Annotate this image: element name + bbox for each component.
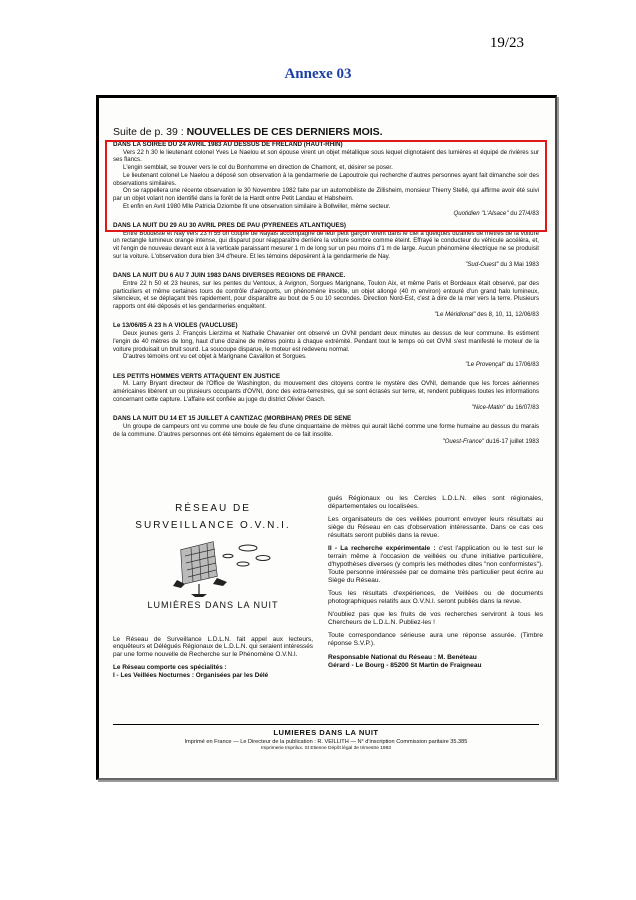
- article-paragraph: Vers 22 h 30 le lieutenant colonel Yves Le Naelou et son épouse virent un objet métallique sous lequel clignotaient des lumières et équipé de rivières sur ses flancs.: [113, 148, 539, 164]
- source-date: des 8, 10, 11, 12/06/83: [477, 310, 539, 318]
- source-name: "Nice-Matin": [471, 403, 506, 411]
- heading-main: NOUVELLES DE CES DERNIERS MOIS.: [186, 126, 383, 138]
- logo-title-line1: RÉSEAU DE: [175, 503, 251, 514]
- source-name: "Le Méridional": [434, 310, 476, 318]
- recherche-text: c'est l'application ou le test sur le terrain même à l'occasion de veillées ou d'une initiative particulière, d'hypothèses diverses (y compris les méthodes dites "non conformistes"). Toute personne intéressée par ce domaine très particulier peut écrire au Siège du Réseau.: [328, 545, 544, 584]
- article-heading: DANS LA SOIREE DU 24 AVRIL 1983 AU DESSUS DE FRELAND (HAUT-RHIN): [113, 141, 343, 148]
- source-name: "Sud-Ouest": [465, 260, 499, 268]
- right-column: [328, 495, 543, 670]
- recherche-label: II - La recherche expérimentale :: [328, 545, 436, 552]
- article-paragraph: Entre Boudeste et Nay vers 23 h 55 un couple de Nayais accompagné de leur petit garçon virent dans le ciel à quelques dizaines de mètres de la voiture un rectangle lumineux orange intense, qui disparut pour réapparaître derrière la voiture sombre comme éteint. Effrayé le conducteur du véhicule accéléra, et, vit l'engin de nouveau devant eux à la verticale paraissant mesurer 1 m de long sur un peu moins d'1 m de large. Aucun phénomène électrique ne se produisit sur la voiture. L'observation dura bien 3/4 d'heure. Et les témoins déposèrent à la gendarmerie de Nay.: [113, 229, 539, 260]
- article-source: [113, 361, 539, 369]
- article-source: [113, 261, 539, 269]
- article-paragraph: Et enfin en Avril 1980 Mlle Patricia Dziombe fit une observation similaire à Bollwiller, même secteur.: [123, 202, 391, 210]
- article-paragraph: D'autres témoins ont vu cet objet à Marignane Cavaillon et Sorgues.: [123, 353, 307, 361]
- article-heading: DANS LA NUIT DU 6 AU 7 JUIN 1983 DANS DIVERSES REGIONS DE FRANCE.: [113, 272, 346, 280]
- article-paragraph: M. Larry Bryant directeur de l'Office de Washington, du mouvement des citoyens contre le mystère des OVNI, demande que les forces aériennes américaines libèrent un ou plusieurs occupants d'OVNI, donc des extra-terrestres, qui se sont écrasés sur terre, et, rendent publiques toutes les informations concernant cette capture. L'affaire est confiée au juge du district Olivier Gasch.: [113, 380, 539, 403]
- right-paragraph: Toute correspondance sérieuse aura une réponse assurée. (Timbre réponse S.V.P.).: [328, 632, 543, 647]
- annexe-title: Annexe 03: [284, 66, 352, 82]
- article-paragraph: L'engin semblait, se trouver vers le col du Bonhomme en direction de Chamont, et, désirer se poser.: [123, 164, 393, 172]
- footer-line1: Imprimé en France — Le Directeur de la publication : R. VEILLITH — N° d'inscription Commission paritaire 35.385: [184, 739, 468, 745]
- right-paragraph: Les organisateurs de ces veillées pourront envoyer leurs résultats au siège du Réseau en cas d'observation intéressante. Dans ce cas ces résultats seront publiés dans la revue.: [328, 516, 543, 539]
- right-paragraph: N'oubliez pas que les fruits de vos recherches serviront à tous les Chercheurs de L.D.L.N. Publiez-les !: [328, 611, 543, 626]
- page-number: 19/23: [489, 35, 524, 51]
- left-column: [113, 498, 313, 680]
- article-heading: DANS LA NUIT DU 29 AU 30 AVRIL PRES DE PAU (PYRENEES ATLANTIQUES): [113, 222, 347, 230]
- article-heading: LES PETITS HOMMES VERTS ATTAQUENT EN JUSTICE: [113, 372, 281, 380]
- source-date: du 27/4/83: [510, 210, 539, 218]
- left-intro: Le Réseau de Surveillance L.D.L.N. fait appel aux lecteurs, enquêteurs et Délégués Régionaux de L.D.L.N. qui seraient intéressés par une forme nouvelle de Recherche sur le Phénomène O.V.N.I.: [113, 635, 314, 658]
- footer-rule: [113, 724, 539, 725]
- ufo-logo-icon: [143, 536, 283, 598]
- article-source: [113, 438, 539, 446]
- highlight-box: [105, 140, 547, 232]
- left-specialites: Le Réseau comporte ces spécialités :: [113, 664, 227, 672]
- right-paragraph: Tous les résultats d'expériences, de Veillées ou de documents photographiques relatifs aux O.V.N.I. seront publiés dans la revue.: [328, 590, 543, 605]
- left-veillees: I - Les Veillées Nocturnes : Organisées par les Délé: [113, 671, 269, 679]
- article-paragraph: Un groupe de campeurs ont vu comme une boule de feu d'une cinquantaine de mètres qui aurait lâché comme une forme humaine au dessus du marais de la commune. D'autres personnes ont été témoins également de ce fait insolite.: [113, 422, 539, 438]
- article: [113, 373, 539, 412]
- article: [113, 272, 539, 318]
- article-heading: Le 13/06/85 A 23 h A VIOLES (VAUCLUSE): [113, 322, 238, 330]
- logo-title-line2: SURVEILLANCE O.V.N.I.: [135, 520, 291, 531]
- article: [113, 415, 539, 446]
- scan-footer: [113, 724, 539, 751]
- article-source: [113, 311, 539, 319]
- source-name: "Le Provençal": [465, 360, 506, 368]
- article: [113, 322, 539, 368]
- responsable-line1: Responsable National du Réseau : M. Benéteau: [328, 654, 477, 661]
- scanned-page: [96, 95, 557, 780]
- source-date: du 3 Mai 1983: [500, 260, 539, 268]
- heading-prefix: Suite de p. 39 :: [113, 126, 184, 138]
- article-paragraph: Entre 22 h 50 et 23 heures, sur les pentes du Ventoux, à Avignon, Sorgues Marignane, Toulon Aix, et même Paris et Bordeaux était observé, par des particuliers et même certaines tours de contrôle d'aéroports, un phénomène insolite, un objet allongé (40 m environ) entouré d'un grand halo lumineux, silencieux, et se déplaçant très rapidement, pour disparaître au bout de 5 ou 10 secondes. Direction Nord-Est, c'est à dire de la mer vers la terre. Plusieurs rapports ont été déposés et les gendarmeries enquêtent.: [113, 279, 539, 311]
- source-name: "Ouest-France": [442, 438, 485, 446]
- article-paragraph: Le lieutenant colonel Le Naelou a déposé son observation à la gendarmerie de Lapoutroie qui recherche d'autres personnes ayant fait dimanche soir des observations similaires.: [113, 171, 539, 187]
- article-heading: DANS LA NUIT DU 14 ET 15 JUILLET A CANTIZAC (MORBIHAN) PRES DE SENE: [113, 415, 352, 423]
- article-paragraph: Deux jeunes gens J. François Lierzima et Nathalie Chavanier ont observé un OVNI pendant deux minutes au dessus de leur commune. Ils estiment l'engin de 40 mètres de long, haut d'une dizaine de mètres pointu à chaque extrémité. Pendant tout le temps où cet OVNI s'est manifesté le moteur de la voiture produisait un bruit sourd. La soucoupe disparue, le moteur est redevenu normal.: [113, 330, 539, 353]
- source-date: du 16/07/83: [506, 403, 539, 411]
- source-name: Quotidien "L'Alsace": [453, 210, 509, 218]
- right-paragraph: [328, 545, 543, 585]
- footer-line2: Imprimerie Imprilux. St Etienne Dépôt légal 3e trimestre 1983: [261, 746, 391, 751]
- article-paragraph: On se rappellera une récente observation le 30 Novembre 1982 faite par un automobiliste de Zillisheim, monsieur Thierry Stellé, qui affirme avoir été suivi par un objet volant non identifié dans la forêt de la Hardt entre Petit Landau et Habsheim.: [113, 187, 539, 202]
- footer-title: LUMIERES DANS LA NUIT: [273, 728, 379, 737]
- scan-content: [113, 126, 539, 450]
- article-source: [113, 404, 539, 412]
- right-paragraph: gués Régionaux ou les Cercles L.D.L.N. elles sont régionales, départementales ou localisées.: [328, 495, 543, 510]
- responsable-line2: Gérard - Le Bourg - 85200 St Martin de Fraigneau: [328, 662, 482, 669]
- logo-title-line3: LUMIÈRES DANS LA NUIT: [147, 600, 279, 610]
- scan-heading: [113, 126, 539, 138]
- source-date: du 17/06/83: [506, 360, 539, 368]
- source-date: du16-17 juillet 1983: [485, 438, 539, 446]
